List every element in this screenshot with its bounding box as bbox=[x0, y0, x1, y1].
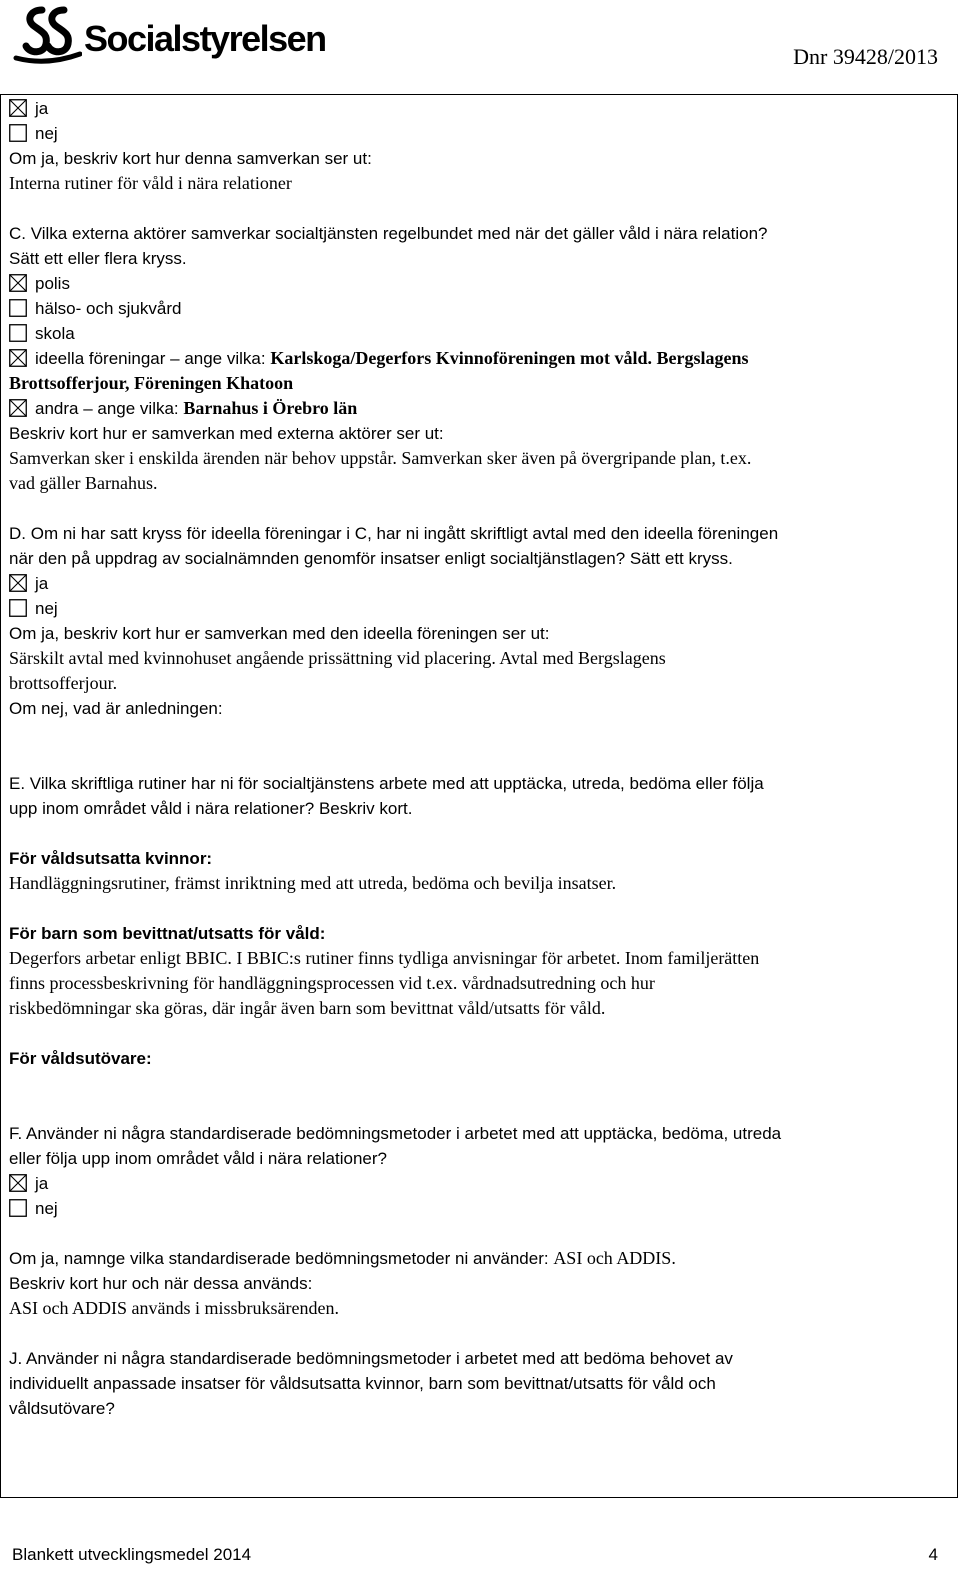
option-halso-sjukvard[interactable] bbox=[9, 296, 949, 321]
checked-checkbox-icon[interactable] bbox=[9, 574, 27, 592]
question-d-continued: när den på uppdrag av socialnämnden genomför insatser enligt socialtjänstlagen? Sätt ett kryss. bbox=[9, 549, 733, 568]
subheading-women: För våldsutsatta kvinnor: bbox=[9, 849, 213, 868]
prompt-methods bbox=[9, 1246, 949, 1271]
checked-checkbox-icon[interactable] bbox=[9, 99, 27, 117]
prompt-text: Om ja, beskriv kort hur er samverkan med den ideella föreningen ser ut: bbox=[9, 624, 550, 643]
option-answer-continued: Brottsofferjour, Föreningen Khatoon bbox=[9, 373, 294, 393]
socialstyrelsen-logo bbox=[12, 4, 326, 68]
option-polis[interactable] bbox=[9, 271, 949, 296]
option-label: nej bbox=[35, 599, 58, 618]
option-ja[interactable] bbox=[9, 1171, 949, 1196]
prompt-text: Om nej, vad är anledningen: bbox=[9, 699, 223, 718]
logo-wordmark: Socialstyrelsen bbox=[84, 18, 326, 59]
option-ja[interactable] bbox=[9, 96, 949, 121]
option-skola[interactable] bbox=[9, 321, 949, 346]
option-label: nej bbox=[35, 124, 58, 143]
option-label: ja bbox=[35, 99, 49, 118]
question-j: J. Använder ni några standardiserade bedömningsmetoder i arbetet med att bedöma behovet av bbox=[9, 1349, 733, 1368]
form-content bbox=[9, 96, 949, 1421]
answer-text: vad gäller Barnahus. bbox=[9, 473, 158, 493]
answer-text: riskbedömningar ska göras, där ingår även barn som bevittnat våld/utsatts för våld. bbox=[9, 998, 606, 1018]
prompt-text: Beskriv kort hur och när dessa används: bbox=[9, 1274, 313, 1293]
document-number: Dnr 39428/2013 bbox=[793, 44, 938, 69]
question-j-continued: individuellt anpassade insatser för våldsutsatta kvinnor, barn som bevittnat/utsatts för våld och bbox=[9, 1374, 716, 1393]
question-f-continued: eller följa upp inom området våld i nära relationer? bbox=[9, 1149, 387, 1168]
option-ideella-foreningar[interactable] bbox=[9, 346, 949, 371]
option-nej[interactable] bbox=[9, 121, 949, 146]
option-label: ja bbox=[35, 574, 49, 593]
empty-checkbox-icon[interactable] bbox=[9, 299, 27, 317]
answer-text: Särskilt avtal med kvinnohuset angående prissättning vid placering. Avtal med Bergslagens bbox=[9, 648, 666, 668]
empty-checkbox-icon[interactable] bbox=[9, 124, 27, 142]
subheading-children: För barn som bevittnat/utsatts för våld: bbox=[9, 924, 326, 943]
subheading-perpetrators: För våldsutövare: bbox=[9, 1049, 152, 1068]
checked-checkbox-icon[interactable] bbox=[9, 399, 27, 417]
prompt-text: Om ja, beskriv kort hur denna samverkan ser ut: bbox=[9, 149, 372, 168]
option-ja[interactable] bbox=[9, 571, 949, 596]
checked-checkbox-icon[interactable] bbox=[9, 349, 27, 367]
answer-text: ASI och ADDIS. bbox=[553, 1248, 676, 1268]
option-label: ja bbox=[35, 1174, 49, 1193]
empty-checkbox-icon[interactable] bbox=[9, 324, 27, 342]
answer-text: Handläggningsrutiner, främst inriktning med att utreda, bedöma och bevilja insatser. bbox=[9, 873, 617, 893]
question-e-continued: upp inom området våld i nära relationer? Beskriv kort. bbox=[9, 799, 413, 818]
option-answer: Karlskoga/Degerfors Kvinnoföreningen mot våld. Bergslagens bbox=[270, 348, 749, 368]
option-label: andra – ange vilka: bbox=[35, 399, 184, 418]
page-footer bbox=[12, 1545, 938, 1565]
question-c-instruction: Sätt ett eller flera kryss. bbox=[9, 249, 187, 268]
option-andra[interactable] bbox=[9, 396, 949, 421]
answer-text: Interna rutiner för våld i nära relationer bbox=[9, 173, 292, 193]
question-d: D. Om ni har satt kryss för ideella föreningar i C, har ni ingått skriftligt avtal med den ideella föreningen bbox=[9, 524, 779, 543]
option-label: hälso- och sjukvård bbox=[35, 299, 182, 318]
option-answer: Barnahus i Örebro län bbox=[183, 398, 358, 418]
checked-checkbox-icon[interactable] bbox=[9, 274, 27, 292]
prompt-text: Om ja, namnge vilka standardiserade bedömningsmetoder ni använder: bbox=[9, 1249, 554, 1268]
empty-checkbox-icon[interactable] bbox=[9, 599, 27, 617]
option-nej[interactable] bbox=[9, 1196, 949, 1221]
page-number: 4 bbox=[928, 1545, 938, 1564]
question-j-continued: våldsutövare? bbox=[9, 1399, 115, 1418]
prompt-text: Beskriv kort hur er samverkan med externa aktörer ser ut: bbox=[9, 424, 444, 443]
checked-checkbox-icon[interactable] bbox=[9, 1174, 27, 1192]
question-f: F. Använder ni några standardiserade bedömningsmetoder i arbetet med att upptäcka, bedöma, utreda bbox=[9, 1124, 782, 1143]
option-nej[interactable] bbox=[9, 596, 949, 621]
form-name: Blankett utvecklingsmedel 2014 bbox=[12, 1545, 252, 1564]
answer-text: Degerfors arbetar enligt BBIC. I BBIC:s rutiner finns tydliga anvisningar för arbetet. Inom familjerätten bbox=[9, 948, 760, 968]
option-label: ideella föreningar – ange vilka: bbox=[35, 349, 271, 368]
page-header bbox=[0, 0, 960, 96]
question-c: C. Vilka externa aktörer samverkar socialtjänsten regelbundet med när det gäller våld i nära relation? bbox=[9, 224, 768, 243]
answer-text: finns processbeskrivning för handläggningsprocessen vid t.ex. vårdnadsutredning och hur bbox=[9, 973, 655, 993]
option-label: nej bbox=[35, 1199, 58, 1218]
option-label: polis bbox=[35, 274, 70, 293]
option-label: skola bbox=[35, 324, 75, 343]
answer-text: brottsofferjour. bbox=[9, 673, 118, 693]
answer-text: ASI och ADDIS används i missbruksärenden. bbox=[9, 1298, 339, 1318]
empty-checkbox-icon[interactable] bbox=[9, 1199, 27, 1217]
answer-text: Samverkan sker i enskilda ärenden när behov uppstår. Samverkan sker även på övergripande plan, t.ex. bbox=[9, 448, 752, 468]
socialstyrelsen-emblem-icon bbox=[12, 4, 82, 68]
question-e: E. Vilka skriftliga rutiner har ni för socialtjänstens arbete med att upptäcka, utreda, bedöma eller följa bbox=[9, 774, 764, 793]
